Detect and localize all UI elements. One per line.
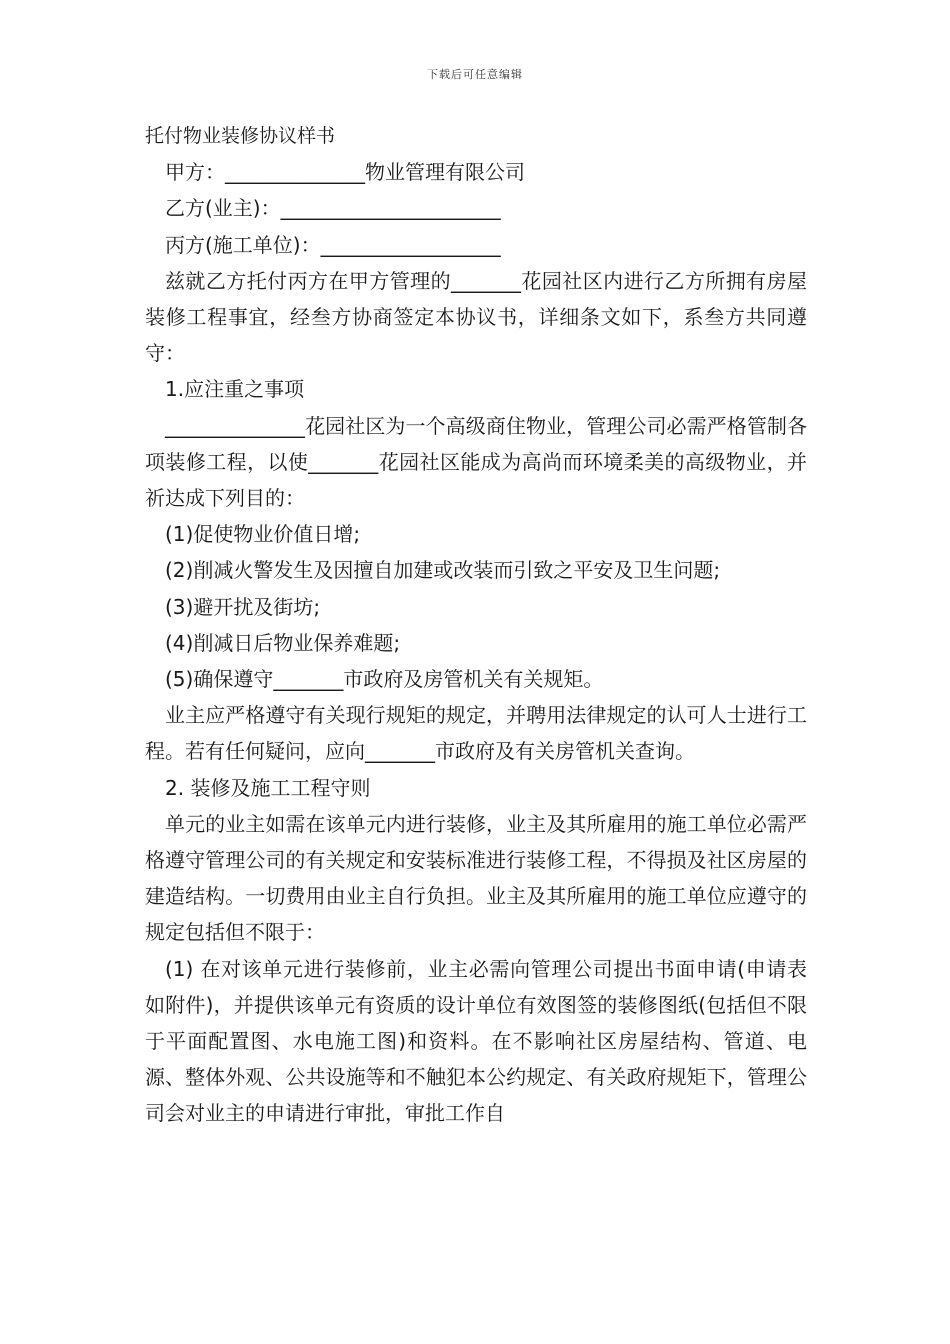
section-heading-1: 1.应注重之事项 [165,377,305,402]
document-title: 托付物业装修协议样书 [145,125,336,147]
section-1-paragraph: ______________花园社区为一个高级商住物业，管理公司必需严格管制各项装修工程，以使_______花园社区能成为高尚而环境柔美的高级物业，并祈达成下列目的： [145,413,807,511]
list-item: (2)削减火警发生及因擅自加建或改装而引致之平安及卫生问题; [165,558,721,583]
preamble-paragraph: 兹就乙方托付丙方在甲方管理的_______花园社区内进行乙方所拥有房屋装修工程事宜，经叁方协商签定本协议书，详细条文如下，系叁方共同遵守： [145,268,807,366]
party-a-line: 甲方：______________物业管理有限公司 [165,160,525,185]
section-2-paragraph: 单元的业主如需在该单元内进行装修，业主及其所雇用的施工单位必需严格遵守管理公司的有关规定和安装标准进行装修工程，不得损及社区房屋的建造结构。一切费用由业主自行负担。业主及其所雇用的施工单位应遵守的规定包括但不限于： [145,811,807,945]
section-heading-2: 2. 装修及施工工程守则 [165,775,371,800]
list-item: (3)避开扰及街坊; [165,594,321,619]
document-body [145,118,807,1132]
list-item: (1)促使物业价值日增; [165,522,361,547]
party-b-line: 乙方(业主)：______________________ [165,196,501,221]
list-item: (4)削减日后物业保养难题; [165,630,401,655]
list-item: (5)确保遵守_______市政府及房管机关有关规矩。 [165,667,604,692]
compliance-paragraph: 业主应严格遵守有关现行规矩的规定，并聘用法律规定的认可人士进行工程。若有任何疑问，应向_______市政府及有关房管机关查询。 [145,703,807,764]
header-note: 下载后可任意编辑 [427,68,523,81]
party-c-line: 丙方(施工单位)：__________________ [165,232,501,257]
clause-1-paragraph: (1) 在对该单元进行装修前，业主必需向管理公司提出书面申请(申请表如附件)，并提供该单元有资质的设计单位有效图签的装修图纸(包括但不限于平面配置图、水电施工图)和资料。在不影响社区房屋结构、管道、电源、整体外观、公共设施等和不触犯本公约规定、有关政府规矩下，管理公司会对业主的申请进行审批，审批工作自 [145,956,807,1126]
